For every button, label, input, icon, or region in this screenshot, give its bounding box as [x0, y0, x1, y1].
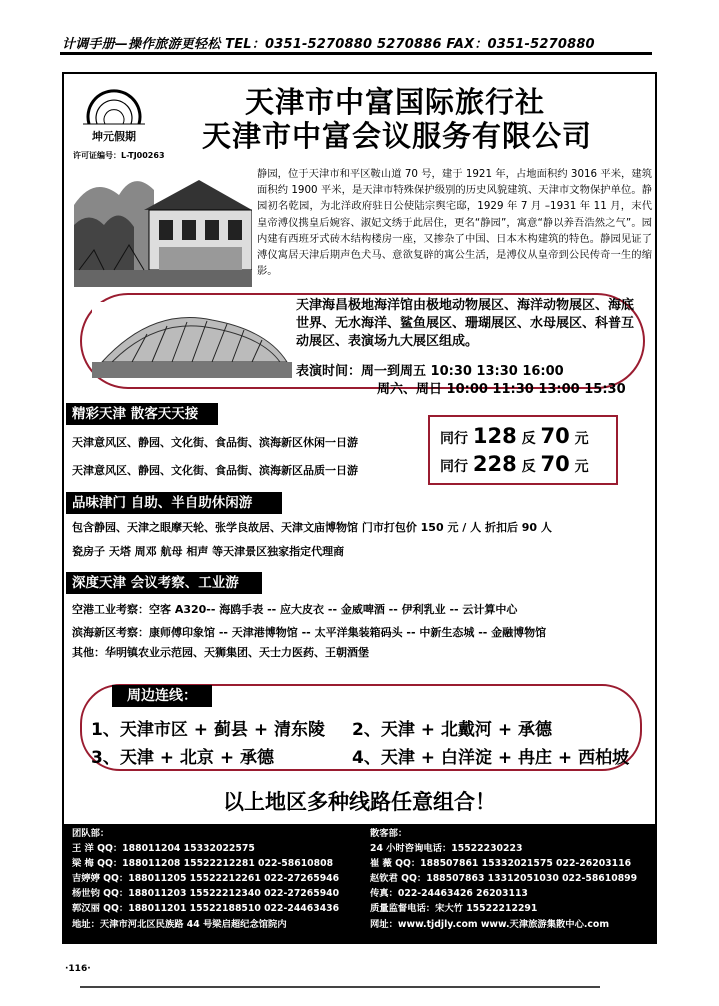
page-header: 计调手册—操作旅游更轻松 TEL：0351-5270880 5270886 FAX：0351-5270880: [62, 37, 595, 52]
logo-text: 坤元假期: [92, 130, 136, 143]
section-title-conference-industrial: 深度天津 会议考察、工业游: [66, 572, 262, 594]
agency-logo: [75, 80, 153, 160]
show-times-weekend: 周六、周日 10:00 11:30 13:00 15:30: [377, 382, 626, 397]
industrial-line: 其他：华明镇农业示范园、天狮集团、天士力医药、王朝酒堡: [72, 646, 369, 659]
aquarium-photo: [92, 302, 292, 378]
industrial-line: 空港工业考察：空客 A320-- 海鸥手表 -- 应大皮衣 -- 金威啤酒 -- 伊利乳业 -- 云计算中心: [72, 603, 518, 616]
self-guided-line: 包含静园、天津之眼摩天轮、张学良故居、天津文庙博物馆 门市打包价 150 元 / 人 折扣后 90 人: [72, 521, 552, 534]
agency-title: 天津市中富国际旅行社: [244, 85, 545, 119]
group-dept-contacts: 团队部： 王 洋 QQ：188011204 15332022575 梁 梅 QQ：188011208 15522212281 022-58610808 吉婷婷 QQ：188011205 15522212261 022-27265946 杨世钧 QQ：188011203 15522212340 022-27265940 郭汉丽 QQ：188011201 15522188510 022-24463436 地址：天津市河北区民族路 44 号梁启超纪念馆院内: [72, 828, 340, 930]
aquarium-description: 天津海昌极地海洋馆由极地动物展区、海洋动物展区、海底世界、无水海洋、鲨鱼展区、珊瑚展区、水母展区、科普互动展区、表演场九大展区组成。: [296, 298, 635, 349]
footer-rule: [80, 986, 600, 988]
website-link[interactable]: 网址：www.tjdjly.com www.天津旅游集散中心.com: [370, 918, 610, 930]
license-number: 许可证编号：L-TJ00263: [73, 151, 165, 160]
route-item: 1、天津市区 + 蓟县 + 清东陵: [91, 720, 325, 740]
show-times-weekday: 表演时间：周一到周五 10:30 13:30 16:00: [296, 364, 564, 379]
price-line: 同行 228 反 70 元: [440, 452, 589, 476]
jingyuan-building-photo: [74, 165, 252, 287]
individual-dept-contacts: 散客部： 24 小时咨询电话：15522230223 崔 薇 QQ：188507861 15332021575 022-26203116 赵钦君 QQ：188507863 13312051030 022-58610899 传真：022-24463426 26203113 质量监督电话：宋大竹 15522212291 网址：www.tjdjly.com www.天津旅游集散中心.com: [370, 826, 637, 932]
combo-slogan: 以上地区多种线路任意组合！: [223, 790, 496, 814]
page-number: ·116·: [65, 964, 91, 974]
jingyuan-description: 静园，位于天津市和平区鞍山道 70 号，建于 1921 年，占地面积约 3016 平米，建筑面积约 1900 平米，是天津市特殊保护级别的历史风貌建筑、天津市文物保护单位。静园初名乾园，为北洋政府驻日公使陆宗舆宅邸，1929 年 7 月 –1931 年 11 月，末代皇帝溥仪携皇后婉容、淑妃文绣于此居住，更名“静园”，寓意“静以养吾浩然之气”。园内建有西班牙式砖木结构楼房一座，又掺杂了中国、日本木构建筑的特色。静园见证了溥仪寓居天津后期声色犬马、意欲复辟的寓公生活，是溥仪从皇帝到公民传奇一生的缩影。: [257, 168, 652, 278]
route-item: 3、天津 + 北京 + 承德: [91, 748, 274, 768]
industrial-line: 滨海新区考察：康师傅印象馆 -- 天津港博物馆 -- 太平洋集装箱码头 -- 中新生态城 -- 金融博物馆: [72, 626, 547, 639]
routes-label: 周边连线：: [112, 685, 212, 707]
tour-line: 天津意风区、静园、文化街、食品街、滨海新区休闲一日游: [72, 436, 358, 449]
route-item: 4、天津 + 白洋淀 + 冉庄 + 西柏坡: [352, 748, 630, 768]
section-title-self-guided: 品味津门 自助、半自助休闲游: [66, 492, 282, 514]
company-title: 天津市中富会议服务有限公司: [201, 119, 592, 153]
tour-line: 天津意风区、静园、文化街、食品街、滨海新区品质一日游: [72, 464, 358, 477]
route-item: 2、天津 + 北戴河 + 承德: [352, 720, 552, 740]
price-line: 同行 128 反 70 元: [440, 424, 589, 448]
header-rule: [60, 52, 652, 55]
self-guided-line: 瓷房子 天塔 周邓 航母 相声 等天津景区独家指定代理商: [72, 545, 345, 558]
section-title-daily-tours: 精彩天津 散客天天接: [66, 403, 218, 425]
